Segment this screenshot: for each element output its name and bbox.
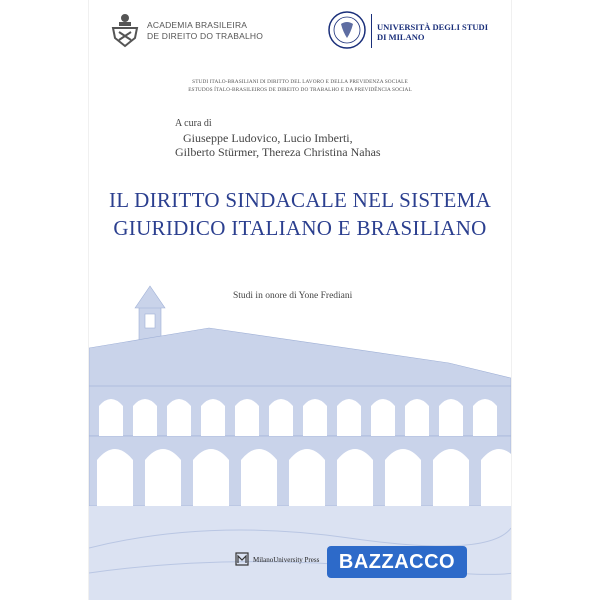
a-cura-di-label: A cura di [175,118,212,129]
subtitle: Studi in onore di Yone Frediani [233,291,353,301]
title-line-1: IL DIRITTO SINDACALE NEL SISTEMA [108,188,492,212]
academy-logo [109,10,269,54]
university-seal-icon [327,10,367,50]
book-title [89,186,511,242]
publisher-logo-icon [235,552,249,566]
bazzacco-badge: BAZZACCO [327,546,467,578]
logo-separator [371,14,372,48]
university-logo [327,10,497,60]
editors-line-1: Giuseppe Ludovico, Lucio Imberti, [183,131,353,145]
university-name: UNIVERSITÀ DEGLI STUDI DI MILANO [377,22,489,42]
editors-line-2: Gilberto Stürmer, Thereza Christina Nahas [175,145,381,159]
series-title [89,78,511,94]
title-line-2: GIURIDICO ITALIANO E BRASILIANO [113,216,487,240]
series-line-italian: STUDI ITALO-BRASILIANI DI DIRITTO DEL LAVORO E DELLA PREVIDENZA SOCIALE [192,79,408,85]
series-line-portuguese: ESTUDOS ÍTALO-BRASILEIROS DE DIREITO DO TRABALHO E DA PREVIDÊNCIA SOCIAL [188,87,412,93]
academy-name: ACADEMIA BRASILEIRA DE DIREITO DO TRABALHO [147,20,264,41]
header-logos [89,10,511,60]
academy-emblem-icon [109,12,141,50]
editors [175,117,381,159]
book-cover [89,0,511,600]
publisher-name: MilanoUniversity Press [253,556,320,564]
